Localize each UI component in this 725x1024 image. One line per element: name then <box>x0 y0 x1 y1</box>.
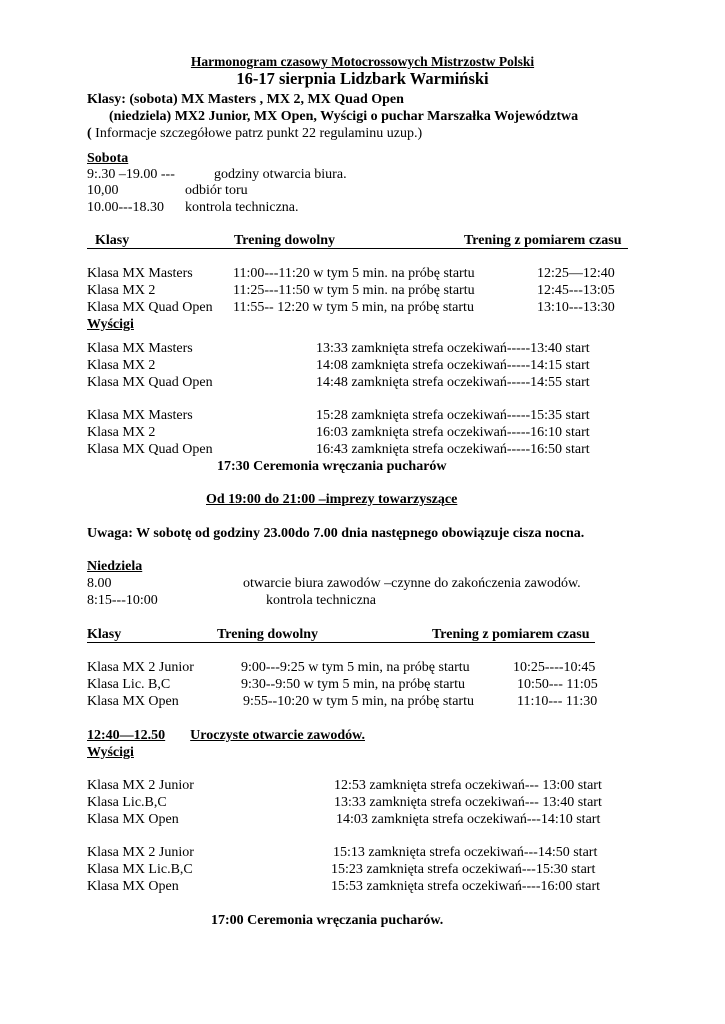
sat-col-free: Trening dowolny <box>234 233 336 248</box>
sun-train-timed: 10:25----10:45 <box>513 660 596 675</box>
classes-saturday: Klasy: (sobota) MX Masters , MX 2, MX Quad Open <box>87 92 404 107</box>
sat-race-class: Klasa MX 2 <box>87 358 156 373</box>
sat-notice: Uwaga: W sobotę od godziny 23.00do 7.00 dnia następnego obowiązuje cisza nocna. <box>87 526 585 541</box>
sun-office-time: 8.00 <box>87 576 112 591</box>
sun-opening-text: Uroczyste otwarcie zawodów. <box>190 728 365 743</box>
sun-race-class: Klasa MX Lic.B,C <box>87 862 193 877</box>
sun-col-timed: Trening z pomiarem czasu <box>432 627 590 642</box>
sat-train-class: Klasa MX Quad Open <box>87 300 213 315</box>
sat-ceremony: 17:30 Ceremonia wręczania pucharów <box>217 459 447 474</box>
sun-train-class: Klasa MX Open <box>87 694 179 709</box>
document-title: Harmonogram czasowy Motocrossowych Mistrzostw Polski <box>190 54 535 69</box>
sun-tech-time: 8:15---10:00 <box>87 593 158 608</box>
sun-race-info: 14:03 zamknięta strefa oczekiwań---14:10 start <box>336 812 601 827</box>
sat-race-class: Klasa MX Quad Open <box>87 442 213 457</box>
sat-race-info: 16:43 zamknięta strefa oczekiwań-----16:50 start <box>316 442 590 457</box>
sat-col-klasy: Klasy <box>95 233 130 248</box>
sun-tech-desc: kontrola techniczna <box>266 593 377 608</box>
sat-train-timed: 13:10---13:30 <box>537 300 615 315</box>
info-text: Informacje szczegółowe patrz punkt 22 regulaminu uzup.) <box>91 126 423 141</box>
sat-train-free: 11:55-- 12:20 w tym 5 min, na próbę startu <box>233 300 474 315</box>
sat-race-class: Klasa MX Masters <box>87 408 193 423</box>
sun-col-klasy: Klasy <box>87 627 122 642</box>
info-paren: ( <box>87 126 92 141</box>
classes-sunday: (niedziela) MX2 Junior, MX Open, Wyścigi o puchar Marszałka Województwa <box>109 109 579 124</box>
sun-train-free: 9:00---9:25 w tym 5 min, na próbę startu <box>241 660 470 675</box>
sat-race-class: Klasa MX 2 <box>87 425 156 440</box>
sat-train-free: 11:00---11:20 w tym 5 min. na próbę startu <box>233 266 475 281</box>
sat-tech-time: 10.00---18.30 <box>87 200 164 215</box>
sun-header-rule <box>87 642 595 643</box>
sat-office-time: 9:.30 –19.00 --- <box>87 167 175 182</box>
sat-race-info: 14:08 zamknięta strefa oczekiwań-----14:15 start <box>316 358 590 373</box>
sat-office-desc: godziny otwarcia biura. <box>214 167 347 182</box>
sat-track-desc: odbiór toru <box>185 183 248 198</box>
sat-train-timed: 12:45---13:05 <box>537 283 615 298</box>
sat-race-info: 16:03 zamknięta strefa oczekiwań-----16:10 start <box>316 425 590 440</box>
sun-office-desc: otwarcie biura zawodów –czynne do zakończenia zawodów. <box>243 576 581 591</box>
sun-opening <box>87 727 365 744</box>
sun-race-class: Klasa MX Open <box>87 812 179 827</box>
sun-train-timed: 10:50--- 11:05 <box>517 677 598 692</box>
saturday-heading: Sobota <box>87 151 129 166</box>
sat-race-class: Klasa MX Masters <box>87 341 193 356</box>
sat-race-info: 14:48 zamknięta strefa oczekiwań-----14:55 start <box>316 375 590 390</box>
sun-train-free: 9:30--9:50 w tym 5 min, na próbę startu <box>241 677 465 692</box>
sun-train-class: Klasa MX 2 Junior <box>87 660 194 675</box>
sat-races-heading: Wyścigi <box>87 317 134 332</box>
sunday-heading: Niedziela <box>87 559 143 574</box>
sun-train-class: Klasa Lic. B,C <box>87 677 171 692</box>
sun-race-info: 12:53 zamknięta strefa oczekiwań--- 13:00 start <box>334 778 602 793</box>
sun-race-info: 15:13 zamknięta strefa oczekiwań---14:50 start <box>333 845 598 860</box>
sat-col-timed: Trening z pomiarem czasu <box>464 233 622 248</box>
sat-race-info: 15:28 zamknięta strefa oczekiwań-----15:35 start <box>316 408 590 423</box>
sat-train-class: Klasa MX Masters <box>87 266 193 281</box>
sun-opening-time: 12:40—12.50 <box>87 728 166 743</box>
sat-train-timed: 12:25—12:40 <box>537 266 615 281</box>
sat-tech-desc: kontrola techniczna. <box>185 200 299 215</box>
sun-train-timed: 11:10--- 11:30 <box>517 694 598 709</box>
sun-race-class: Klasa MX Open <box>87 879 179 894</box>
sun-race-class: Klasa MX 2 Junior <box>87 845 194 860</box>
sun-race-class: Klasa MX 2 Junior <box>87 778 194 793</box>
sun-races-heading: Wyścigi <box>87 745 134 760</box>
sat-header-rule <box>87 248 628 249</box>
sat-track-time: 10,00 <box>87 183 119 198</box>
sun-race-class: Klasa Lic.B,C <box>87 795 167 810</box>
sun-train-free: 9:55--10:20 w tym 5 min, na próbę startu <box>243 694 474 709</box>
sat-race-class: Klasa MX Quad Open <box>87 375 213 390</box>
sat-race-info: 13:33 zamknięta strefa oczekiwań-----13:40 start <box>316 341 590 356</box>
sat-train-free: 11:25---11:50 w tym 5 min. na próbę startu <box>233 283 475 298</box>
info-note <box>87 125 422 142</box>
sun-race-info: 15:53 zamknięta strefa oczekiwań----16:00 start <box>331 879 601 894</box>
document-subtitle: 16-17 sierpnia Lidzbark Warmiński <box>236 69 489 88</box>
sat-train-class: Klasa MX 2 <box>87 283 156 298</box>
sun-ceremony: 17:00 Ceremonia wręczania pucharów. <box>211 913 444 928</box>
sat-events: Od 19:00 do 21:00 –imprezy towarzyszące <box>206 492 458 507</box>
sun-race-info: 13:33 zamknięta strefa oczekiwań--- 13:40 start <box>334 795 602 810</box>
sun-col-free: Trening dowolny <box>217 627 319 642</box>
sun-race-info: 15:23 zamknięta strefa oczekiwań---15:30 start <box>331 862 596 877</box>
